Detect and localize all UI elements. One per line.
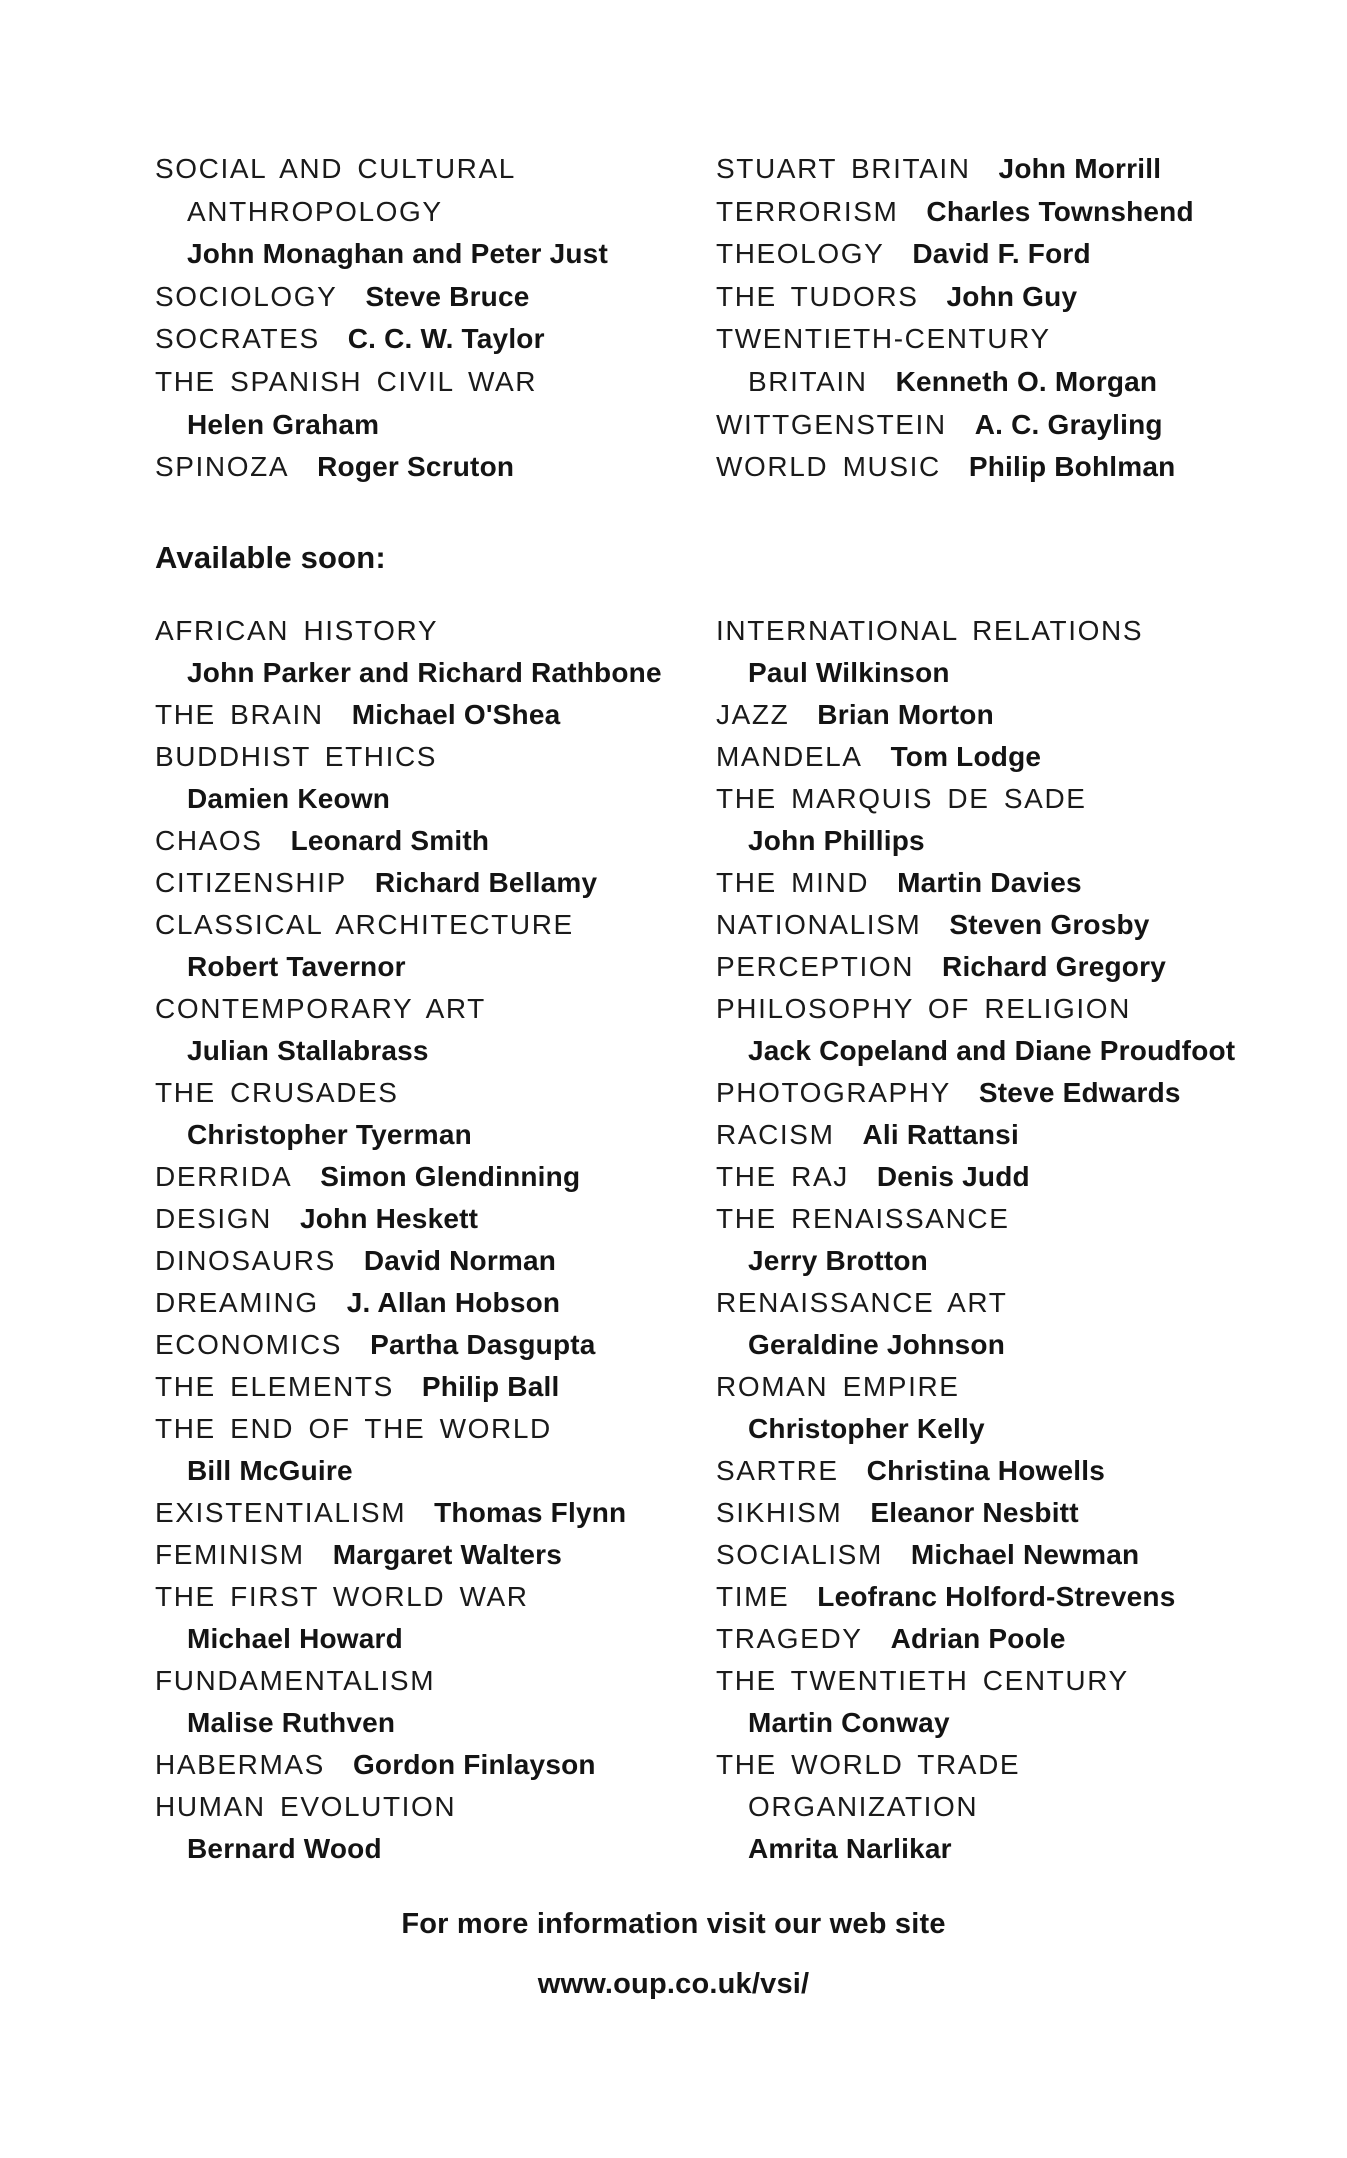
book-author: Thomas Flynn <box>434 1497 627 1528</box>
book-title: HABERMAS <box>155 1749 325 1780</box>
book-title: BRITAIN <box>748 365 868 397</box>
book-title: SARTRE <box>716 1455 839 1486</box>
book-author: Jerry Brotton <box>748 1245 928 1276</box>
book-entry-line <box>716 1744 1235 1786</box>
book-title: FEMINISM <box>155 1539 305 1570</box>
book-entry-line <box>155 1072 662 1114</box>
book-author: Richard Gregory <box>942 951 1166 982</box>
available-now-left-column <box>155 148 608 489</box>
book-title: DREAMING <box>155 1287 319 1318</box>
book-entry-line <box>155 736 662 778</box>
book-author: Philip Ball <box>421 1371 560 1402</box>
book-entry-line <box>716 1198 1235 1240</box>
book-entry-line <box>716 1702 1235 1744</box>
book-entry-line <box>716 1408 1235 1450</box>
book-author: Julian Stallabrass <box>187 1035 429 1066</box>
book-title: TRAGEDY <box>716 1623 863 1654</box>
book-entry-line <box>716 1282 1235 1324</box>
book-title: PHILOSOPHY OF RELIGION <box>716 993 1131 1024</box>
book-entry-line <box>155 778 662 820</box>
book-entry-line <box>155 1198 662 1240</box>
book-title: DINOSAURS <box>155 1245 336 1276</box>
book-entry-line <box>716 1786 1235 1828</box>
book-title: JAZZ <box>716 699 790 730</box>
book-entry-line <box>716 1324 1235 1366</box>
book-author: Jack Copeland and Diane Proudfoot <box>748 1035 1236 1066</box>
footer-note: For more information visit our web site <box>401 1908 946 1940</box>
book-author: Robert Tavernor <box>187 951 406 982</box>
book-author: C. C. W. Taylor <box>347 323 545 355</box>
book-title: ECONOMICS <box>155 1329 343 1360</box>
book-entry-line <box>155 988 662 1030</box>
book-author: Steve Bruce <box>365 280 530 312</box>
book-title: AFRICAN HISTORY <box>155 615 439 646</box>
book-author: Steven Grosby <box>949 909 1150 940</box>
book-author: Roger Scruton <box>317 451 515 483</box>
book-entry-line <box>155 446 608 489</box>
book-entry-line <box>155 1408 662 1450</box>
book-entry-line <box>155 1744 662 1786</box>
book-entry-line <box>716 610 1235 652</box>
book-entry-line <box>155 1534 662 1576</box>
book-title: SOCRATES <box>155 323 320 355</box>
book-author: Simon Glendinning <box>320 1161 581 1192</box>
book-author: Denis Judd <box>876 1161 1030 1192</box>
book-entry-line <box>155 652 662 694</box>
book-entry-line <box>716 1114 1235 1156</box>
book-entry-line <box>716 1492 1235 1534</box>
book-author: John Heskett <box>299 1203 479 1234</box>
book-author: Philip Bohlman <box>968 451 1176 483</box>
book-author: Bill McGuire <box>187 1455 353 1486</box>
book-title: ROMAN EMPIRE <box>716 1371 960 1402</box>
book-title: WITTGENSTEIN <box>716 408 947 440</box>
book-entry-line <box>155 1240 662 1282</box>
book-entry-line <box>155 1828 662 1870</box>
book-title: SOCIALISM <box>716 1539 883 1570</box>
book-author: Martin Conway <box>748 1707 950 1738</box>
book-author: Kenneth O. Morgan <box>895 365 1158 397</box>
book-entry-line <box>716 148 1194 191</box>
book-title: ANTHROPOLOGY <box>187 195 443 227</box>
book-entry-line <box>155 148 608 191</box>
book-title: THE BRAIN <box>155 699 324 730</box>
book-entry-line <box>716 904 1235 946</box>
book-entry-line <box>155 1660 662 1702</box>
book-entry-line <box>716 1366 1235 1408</box>
book-author: Malise Ruthven <box>187 1707 396 1738</box>
book-entry-line <box>155 1702 662 1744</box>
book-title: CLASSICAL ARCHITECTURE <box>155 909 574 940</box>
book-entry-line <box>155 1114 662 1156</box>
book-entry-line <box>716 946 1235 988</box>
book-author: John Monaghan and Peter Just <box>187 238 608 270</box>
book-author: John Parker and Richard Rathbone <box>187 657 662 688</box>
book-title: THE SPANISH CIVIL WAR <box>155 365 538 397</box>
book-author: Leonard Smith <box>290 825 490 856</box>
book-title: PERCEPTION <box>716 951 915 982</box>
book-title: RENAISSANCE ART <box>716 1287 1008 1318</box>
book-title: NATIONALISM <box>716 909 922 940</box>
book-entry-line <box>716 862 1235 904</box>
book-title: THE WORLD TRADE <box>716 1749 1021 1780</box>
book-entry-line <box>716 1156 1235 1198</box>
book-author: Michael Newman <box>910 1539 1140 1570</box>
book-author: Damien Keown <box>187 783 391 814</box>
book-author: John Guy <box>946 280 1078 312</box>
book-title: MANDELA <box>716 741 863 772</box>
book-entry-line <box>716 736 1235 778</box>
book-title: FUNDAMENTALISM <box>155 1665 436 1696</box>
book-title: SIKHISM <box>716 1497 843 1528</box>
footer-url: www.oup.co.uk/vsi/ <box>537 1968 810 2000</box>
book-author: Martin Davies <box>897 867 1082 898</box>
book-author: Brian Morton <box>817 699 994 730</box>
book-entry-line <box>155 1492 662 1534</box>
book-title: TERRORISM <box>716 195 899 227</box>
book-entry-line <box>155 1030 662 1072</box>
book-entry-line <box>716 1660 1235 1702</box>
book-author: Michael O'Shea <box>351 699 561 730</box>
book-title: HUMAN EVOLUTION <box>155 1791 457 1822</box>
book-entry-line <box>155 1450 662 1492</box>
book-author: J. Allan Hobson <box>346 1287 561 1318</box>
book-title: THE CRUSADES <box>155 1077 399 1108</box>
book-title: EXISTENTIALISM <box>155 1497 407 1528</box>
book-title: THE TWENTIETH CENTURY <box>716 1665 1129 1696</box>
book-author: Adrian Poole <box>890 1623 1066 1654</box>
book-author: David F. Ford <box>912 238 1091 270</box>
available-soon-right-column <box>716 610 1235 1870</box>
book-title: BUDDHIST ETHICS <box>155 741 438 772</box>
book-author: Ali Rattansi <box>862 1119 1019 1150</box>
book-title: CHAOS <box>155 825 263 856</box>
book-entry-line <box>716 778 1235 820</box>
book-title: THE RENAISSANCE <box>716 1203 1010 1234</box>
book-entry-line <box>155 404 608 447</box>
book-author: Christopher Kelly <box>748 1413 985 1444</box>
book-author: Eleanor Nesbitt <box>870 1497 1079 1528</box>
book-author: Christopher Tyerman <box>187 1119 472 1150</box>
book-entry-line <box>716 233 1194 276</box>
book-entry-line <box>716 361 1194 404</box>
available-now-right-column <box>716 148 1194 489</box>
book-title: TIME <box>716 1581 790 1612</box>
book-entry-line <box>155 820 662 862</box>
book-title: ORGANIZATION <box>748 1791 979 1822</box>
available-soon-left-column <box>155 610 662 1870</box>
book-author: Bernard Wood <box>187 1833 382 1864</box>
book-entry-line <box>155 1786 662 1828</box>
book-title: SOCIAL AND CULTURAL <box>155 153 516 184</box>
book-entry-line <box>716 1534 1235 1576</box>
book-author: Margaret Walters <box>332 1539 563 1570</box>
book-entry-line <box>716 1450 1235 1492</box>
book-author: Leofranc Holford-Strevens <box>817 1581 1176 1612</box>
book-title: DERRIDA <box>155 1161 293 1192</box>
book-entry-line <box>155 1366 662 1408</box>
book-author: Steve Edwards <box>978 1077 1181 1108</box>
book-title: THE TUDORS <box>716 280 919 312</box>
book-author: Charles Townshend <box>926 195 1194 227</box>
book-entry-line <box>155 191 608 234</box>
book-title: THE MARQUIS DE SADE <box>716 783 1087 814</box>
book-entry-line <box>716 276 1194 319</box>
book-author: A. C. Grayling <box>974 408 1163 440</box>
book-author: Paul Wilkinson <box>748 657 950 688</box>
book-author: Richard Bellamy <box>374 867 598 898</box>
book-entry-line <box>155 233 608 276</box>
book-title: THEOLOGY <box>716 238 885 270</box>
book-entry-line <box>716 404 1194 447</box>
book-entry-line <box>155 610 662 652</box>
book-author: Tom Lodge <box>890 741 1042 772</box>
book-title: TWENTIETH-CENTURY <box>716 323 1051 355</box>
book-author: David Norman <box>363 1245 557 1276</box>
book-entry-line <box>155 1156 662 1198</box>
book-entry-line <box>155 1282 662 1324</box>
book-title: THE MIND <box>716 867 870 898</box>
book-title: SPINOZA <box>155 451 290 483</box>
available-soon-heading: Available soon: <box>155 540 386 575</box>
book-title: RACISM <box>716 1119 835 1150</box>
book-title: THE ELEMENTS <box>155 1371 394 1402</box>
book-entry-line <box>716 652 1235 694</box>
book-entry-line <box>155 1576 662 1618</box>
book-entry-line <box>155 946 662 988</box>
book-entry-line <box>155 1618 662 1660</box>
book-entry-line <box>155 276 608 319</box>
book-title: THE RAJ <box>716 1161 849 1192</box>
book-entry-line <box>716 191 1194 234</box>
book-title: STUART BRITAIN <box>716 153 971 184</box>
book-entry-line <box>716 446 1194 489</box>
book-author: Partha Dasgupta <box>370 1329 596 1360</box>
book-entry-line <box>716 820 1235 862</box>
book-entry-line <box>155 318 608 361</box>
book-entry-line <box>716 1618 1235 1660</box>
book-author: Gordon Finlayson <box>352 1749 596 1780</box>
book-entry-line <box>716 1576 1235 1618</box>
book-entry-line <box>155 694 662 736</box>
book-author: Amrita Narlikar <box>748 1833 952 1864</box>
book-entry-line <box>716 694 1235 736</box>
book-title: THE END OF THE WORLD <box>155 1413 552 1444</box>
book-entry-line <box>716 318 1194 361</box>
book-entry-line <box>155 904 662 946</box>
book-title: DESIGN <box>155 1203 272 1234</box>
book-title: SOCIOLOGY <box>155 280 338 312</box>
book-author: Christina Howells <box>866 1455 1106 1486</box>
book-title: WORLD MUSIC <box>716 451 941 483</box>
book-entry-line <box>155 361 608 404</box>
book-author: Michael Howard <box>187 1623 403 1654</box>
book-title: CITIZENSHIP <box>155 867 347 898</box>
book-entry-line <box>155 862 662 904</box>
book-entry-line <box>716 1072 1235 1114</box>
book-title: CONTEMPORARY ART <box>155 993 486 1024</box>
book-title: INTERNATIONAL RELATIONS <box>716 615 1144 646</box>
book-author: Helen Graham <box>187 408 380 440</box>
book-author: Geraldine Johnson <box>748 1329 1005 1360</box>
book-author: John Phillips <box>748 825 925 856</box>
book-entry-line <box>716 988 1235 1030</box>
book-entry-line <box>716 1030 1235 1072</box>
book-entry-line <box>716 1240 1235 1282</box>
book-title: PHOTOGRAPHY <box>716 1077 951 1108</box>
book-entry-line <box>155 1324 662 1366</box>
book-entry-line <box>716 1828 1235 1870</box>
book-title: THE FIRST WORLD WAR <box>155 1581 529 1612</box>
book-author: John Morrill <box>998 153 1162 184</box>
